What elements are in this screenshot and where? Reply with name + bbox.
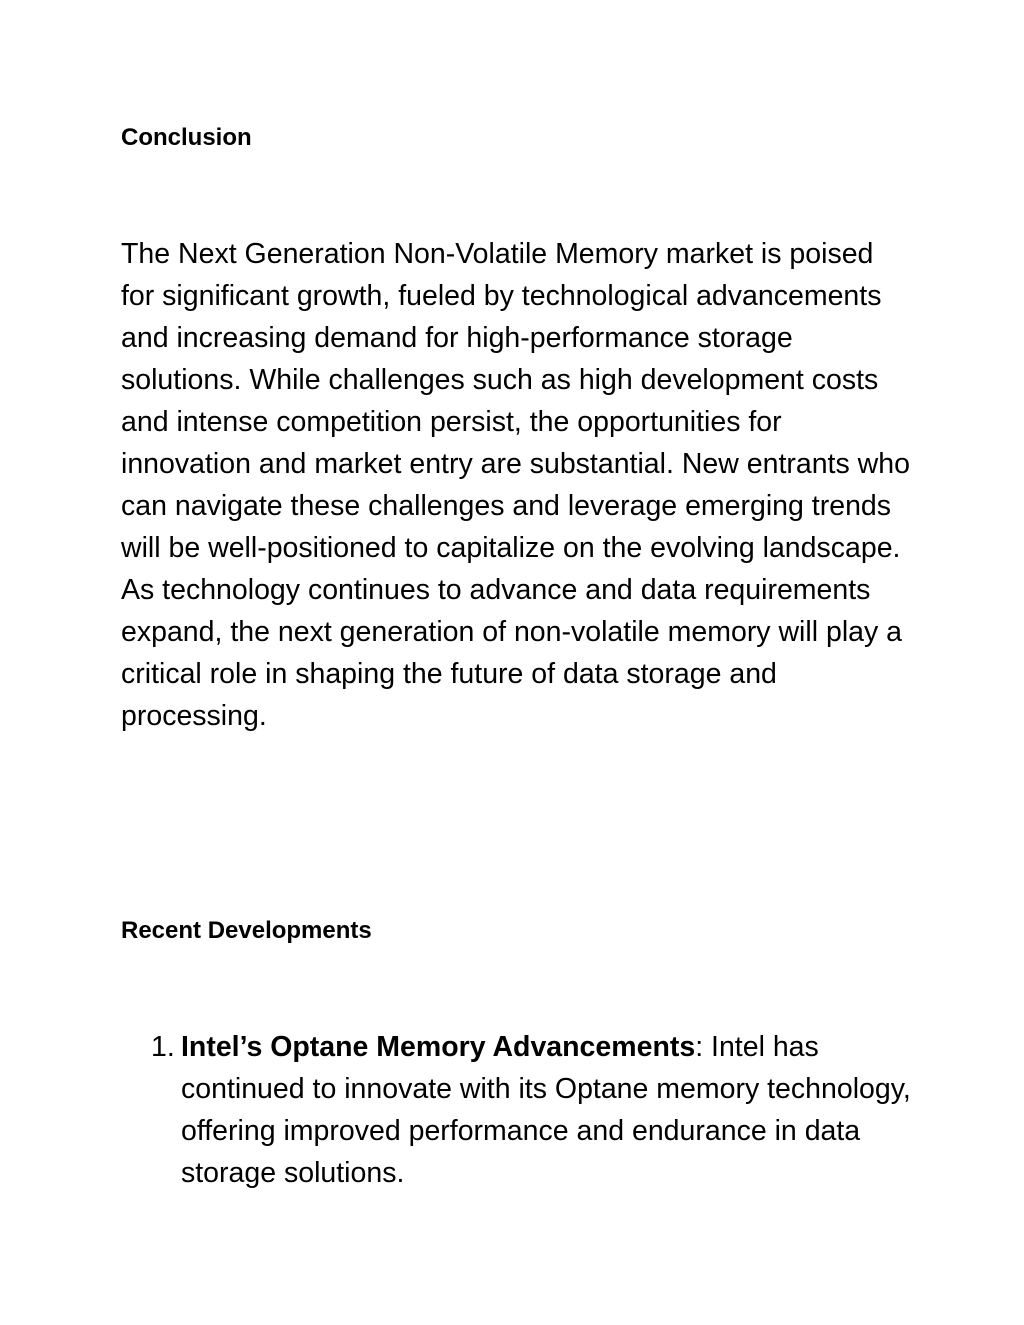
list-item bbox=[121, 1026, 911, 1194]
list-item-number: 1. bbox=[151, 1031, 175, 1063]
conclusion-paragraph: The Next Generation Non-Volatile Memory market is poised for significant growth, fueled by technological advancements and increasing demand for high-performance storage solutions. While challenges such as high development costs and intense competition persist, the opportunities for innovation and market entry are substantial. New entrants who can navigate these challenges and leverage emerging trends will be well-positioned to capitalize on the evolving landscape. As technology continues to advance and data requirements expand, the next generation of non-volatile memory will play a critical role in shaping the future of data storage and processing. bbox=[121, 238, 910, 732]
recent-developments-list bbox=[121, 1026, 911, 1194]
conclusion-heading: Conclusion bbox=[121, 124, 252, 151]
recent-developments-heading: Recent Developments bbox=[121, 917, 372, 944]
list-item-body: : Intel has continued to innovate with its Optane memory technology, offering improved performance and endurance in data storage solutions. bbox=[181, 1031, 911, 1189]
list-item-title: Intel’s Optane Memory Advancements bbox=[181, 1031, 696, 1063]
